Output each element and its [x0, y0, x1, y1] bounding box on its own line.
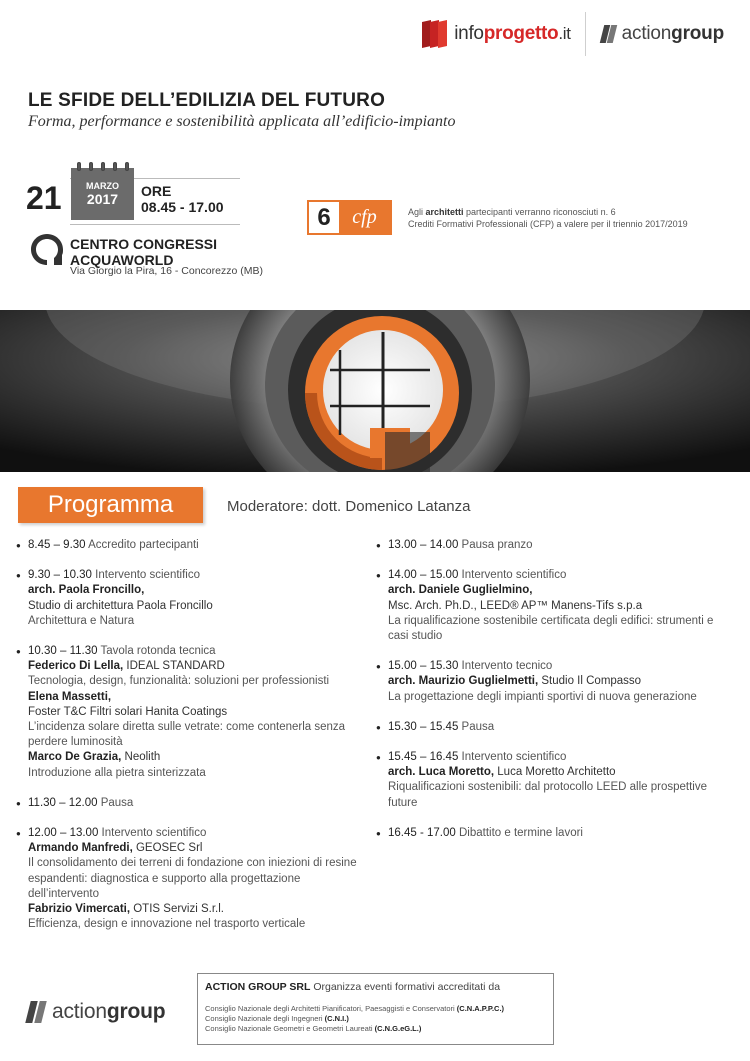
item-time: 15.00 – 15.30	[388, 660, 459, 673]
speaker-affiliation: Studio di architettura Paola Froncillo	[28, 599, 213, 612]
item-header	[28, 644, 366, 659]
programme-item	[376, 568, 736, 644]
speaker-affiliation: Luca Moretto Architetto	[494, 766, 616, 779]
venue-name: CENTRO CONGRESSI ACQUAWORLD	[70, 236, 218, 268]
programma-tab: Programma	[18, 487, 203, 523]
cfp-note-architetti: architetti	[425, 207, 464, 217]
hours-value: 08.45 - 17.00	[141, 199, 224, 215]
actiongroup-wordmark: actiongroup	[621, 23, 724, 44]
speaker-name: Federico Di Lella,	[28, 660, 124, 673]
speaker-line	[388, 674, 736, 689]
actiongroup-logo	[600, 23, 724, 45]
item-header	[388, 720, 736, 735]
speaker-name: Fabrizio Vimercati,	[28, 903, 131, 916]
speaker-line	[28, 599, 366, 614]
item-header	[388, 826, 736, 841]
item-header	[28, 568, 366, 583]
topic-text: Introduzione alla pietra sinterizzata	[28, 766, 206, 779]
speaker-line	[388, 765, 736, 780]
talk-topic	[28, 614, 366, 629]
item-header	[388, 659, 736, 674]
item-kind: Accredito partecipanti	[88, 539, 199, 551]
item-kind: Intervento tecnico	[461, 660, 553, 673]
item-header	[28, 826, 366, 841]
event-month: MARZO	[86, 181, 119, 191]
ore-label: ORE	[141, 183, 172, 199]
item-time: 13.00 – 14.00	[388, 539, 459, 551]
calendar-rings	[77, 162, 129, 171]
speaker-line	[28, 659, 366, 674]
item-time: 12.00 – 13.00	[28, 827, 99, 840]
speaker-line	[388, 599, 736, 614]
calendar-icon	[71, 162, 134, 220]
programme-item	[16, 826, 366, 932]
item-time: 8.45 – 9.30	[28, 539, 86, 551]
item-time: 9.30 – 10.30	[28, 569, 92, 582]
programme-item	[376, 720, 736, 735]
organizer-box	[197, 973, 554, 1045]
item-header	[28, 796, 366, 811]
item-time: 10.30 – 11.30	[28, 645, 98, 658]
topic-text: La progettazione degli impianti sportivi di nuova generazione	[388, 690, 697, 703]
programme-right-column	[376, 538, 736, 856]
speaker-name: Elena Massetti,	[28, 690, 112, 703]
item-time: 15.30 – 15.45	[388, 720, 459, 733]
speaker-name: Armando Manfredi,	[28, 842, 133, 855]
speaker-line	[28, 750, 366, 765]
location-pin-icon	[30, 233, 64, 267]
speaker-affiliation: Msc. Arch. Ph.D., LEED® AP™ Manens-Tifs s.p.a	[388, 599, 643, 612]
cfp-note-line2: Crediti Formativi Professionali (CFP) a valere per il triennio 2017/2019	[408, 219, 688, 229]
item-kind: Intervento scientifico	[95, 569, 200, 582]
item-kind: Intervento scientifico	[461, 751, 567, 764]
speaker-name: Marco De Grazia,	[28, 751, 122, 764]
programme-item	[376, 538, 736, 553]
speaker-line	[388, 583, 736, 598]
topic-text: L’incidenza solare diretta sulle vetrate: come contenerla senza perdere luminosità	[28, 721, 346, 749]
calendar-body	[71, 168, 134, 220]
speaker-affiliation: OTIS Servizi S.r.l.	[130, 903, 224, 916]
topic-text: Architettura e Natura	[28, 614, 135, 627]
moderator: Moderatore: dott. Domenico Latanza	[227, 498, 471, 515]
date-divider-bottom	[70, 224, 240, 225]
programme-item	[16, 796, 366, 811]
talk-topic	[28, 766, 366, 781]
cfp-label: cfp	[339, 202, 390, 233]
event-year: 2017	[86, 191, 119, 207]
architecture-photo	[0, 310, 750, 472]
topic-text: Il consolidamento dei terreni di fondazione con iniezioni di resine espandenti: diagnostica e supporto alla progettazione dell’intervento	[28, 857, 357, 900]
item-time: 14.00 – 15.00	[388, 569, 459, 582]
speaker-line	[28, 902, 366, 917]
footer-actiongroup-wordmark: actiongroup	[52, 1000, 166, 1023]
accreditor-line: Consiglio Nazionale Geometri e Geometri Laureati (C.N.G.eG.L.)	[205, 1024, 422, 1033]
speaker-line	[28, 690, 366, 705]
talk-topic	[28, 917, 366, 932]
speaker-affiliation: IDEAL STANDARD	[123, 660, 225, 673]
programme-item	[16, 568, 366, 629]
item-kind: Pausa pranzo	[461, 539, 533, 551]
venue-address: Via Giorgio la Pira, 16 - Concorezzo (MB)	[70, 265, 263, 277]
talk-topic	[28, 856, 366, 902]
item-header	[388, 568, 736, 583]
item-kind: Intervento scientifico	[101, 827, 207, 840]
speaker-affiliation: GEOSEC Srl	[132, 842, 203, 855]
item-kind: Intervento scientifico	[461, 569, 567, 582]
item-kind: Dibattito e termine lavori	[458, 826, 583, 839]
talk-topic	[388, 690, 736, 705]
accreditor-line: Consiglio Nazionale degli Architetti Pianificatori, Paesaggisti e Conservatori (C.N.A.P.P.C.)	[205, 1004, 505, 1013]
actiongroup-mark-icon	[600, 25, 616, 43]
event-day: 21	[26, 180, 62, 216]
speaker-line	[28, 841, 366, 856]
item-time: 15.45 – 16.45	[388, 751, 459, 764]
programme-item	[376, 659, 736, 705]
cfp-note: Agli architetti partecipanti verranno riconosciuti n. 6 Crediti Formativi Professionali (CFP) a valere per il triennio 2017/2019	[408, 206, 738, 230]
infoprogetto-mark-icon	[422, 19, 448, 49]
event-hours	[141, 183, 224, 215]
programme-item	[376, 750, 736, 811]
item-kind: Pausa	[100, 796, 134, 809]
programme-item	[16, 644, 366, 781]
infoprogetto-wordmark: infoprogetto.it	[454, 23, 571, 44]
item-header	[388, 538, 736, 553]
speaker-line	[28, 705, 366, 720]
topic-text: Riqualificazioni sostenibili: dal protocollo LEED alle prospettive future	[388, 781, 707, 809]
event-subtitle: Forma, performance e sostenibilità applicata all’edificio-impianto	[28, 113, 456, 130]
event-title: LE SFIDE DELL’EDILIZIA DEL FUTURO	[28, 90, 386, 111]
topic-text: La riqualificazione sostenibile certificata degli edifici: strumenti e casi studio	[388, 614, 714, 643]
item-header	[28, 538, 366, 553]
speaker-name: arch. Luca Moretto,	[388, 766, 495, 779]
talk-topic	[388, 614, 736, 644]
item-kind: Pausa	[461, 720, 495, 733]
item-time: 16.45 - 17.00	[388, 826, 456, 839]
speaker-name: arch. Daniele Guglielmino,	[388, 584, 533, 597]
talk-topic	[28, 720, 366, 750]
header-logos	[422, 14, 724, 54]
speaker-line	[28, 583, 366, 598]
programme-left-column	[16, 538, 366, 947]
topic-text: Tecnologia, design, funzionalità: soluzioni per professionisti	[28, 675, 330, 688]
item-header	[388, 750, 736, 765]
topic-text: Efficienza, design e innovazione nel trasporto verticale	[28, 918, 306, 931]
accreditor-line: Consiglio Nazionale degli Ingegneri (C.N.I.)	[205, 1014, 349, 1023]
speaker-affiliation: Neolith	[121, 751, 161, 764]
item-time: 11.30 – 12.00	[28, 796, 98, 809]
talk-topic	[388, 780, 736, 810]
footer-actiongroup-mark-icon	[26, 1001, 46, 1023]
cfp-badge	[307, 200, 392, 235]
speaker-affiliation: Studio Il Compasso	[538, 675, 642, 688]
logo-divider	[585, 12, 586, 56]
infoprogetto-logo	[422, 19, 570, 49]
footer-actiongroup-logo	[26, 1000, 165, 1024]
programme-item	[16, 538, 366, 553]
speaker-affiliation: Foster T&C Filtri solari Hanita Coatings	[28, 705, 228, 718]
talk-topic	[28, 674, 366, 689]
speaker-name: arch. Paola Froncillo,	[28, 584, 145, 597]
organizer-title: ACTION GROUP SRL Organizza eventi formativi accreditati da	[205, 981, 501, 993]
programme-item	[376, 826, 736, 841]
speaker-name: arch. Maurizio Guglielmetti,	[388, 675, 539, 688]
cfp-number: 6	[309, 202, 339, 233]
item-kind: Tavola rotonda tecnica	[100, 645, 216, 658]
